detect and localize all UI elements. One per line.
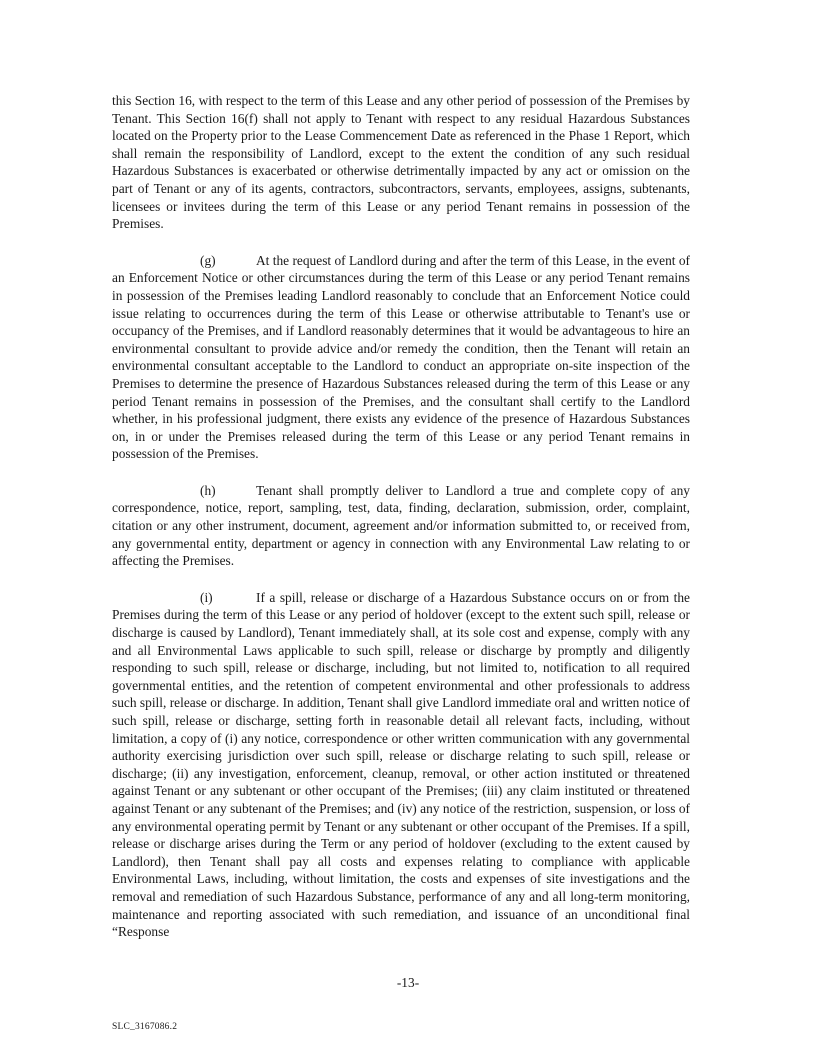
paragraph-text: this Section 16, with respect to the term of this Lease and any other period of possession of the Premises by Tenant. This Section 16(f) shall not apply to Tenant with respect to any residual Hazardous Substances located on the Property prior to the Lease Commencement Date as referenced in the Phase 1 Report, which shall remain the responsibility of Landlord, except to the extent the condition of any such residual Hazardous Substances is exacerbated or otherwise detrimentally impacted by any act or omission on the part of Tenant or any of its agents, contractors, subcontractors, servants, employees, assigns, subtenants, licensees or invitees during the term of this Lease or any period Tenant remains in possession of the Premises. [112, 93, 690, 232]
document-body [112, 92, 690, 960]
paragraph-text: If a spill, release or discharge of a Hazardous Substance occurs on or from the Premises during the term of this Lease or any period of holdover (except to the extent such spill, release or discharge is caused by Landlord), Tenant immediately shall, at its sole cost and expense, comply with any and all Environmental Laws applicable to such spill, release or discharge by promptly and diligently responding to such spill, release or discharge, including, but not limited to, notification to all required governmental entities, and the retention of competent environmental and other professionals to address such spill, release or discharge. In addition, Tenant shall give Landlord immediate oral and written notice of such spill, release or discharge, setting forth in reasonable detail all relevant facts, including, without limitation, a copy of (i) any notice, correspondence or other written communication with any governmental authority exercising jurisdiction over such spill, release or discharge relating to such spill, release or discharge; (ii) any investigation, enforcement, cleanup, removal, or other action instituted or threatened against Tenant or any subtenant or other occupant of the Premises; (iii) any claim instituted or threatened against Tenant or any subtenant of the Premises; and (iv) any notice of the restriction, suspension, or loss of any environmental operating permit by Tenant or any subtenant or other occupant of the Premises. If a spill, release or discharge arises during the Term or any period of holdover (excluding to the extent caused by Landlord), then Tenant shall pay all costs and expenses relating to compliance with applicable Environmental Laws, including, without limitation, the costs and expenses of site investigations and the removal and remediation of such Hazardous Substance, performance of any and all long-term monitoring, maintenance and reporting associated with such remediation, and issuance of an unconditional final “Response [112, 589, 690, 940]
paragraph-text: Tenant shall promptly deliver to Landlord a true and complete copy of any correspondence, notice, report, sampling, test, data, finding, declaration, submission, order, complaint, citation or any other instrument, document, agreement and/or information submitted to, or received from, any governmental entity, department or agency in connection with any Environmental Law relating to or affecting the Premises. [112, 482, 690, 569]
paragraph-label: (h) [200, 482, 216, 498]
paragraph-i [112, 589, 690, 941]
paragraph-label: (i) [200, 589, 213, 605]
paragraph-h [112, 482, 690, 570]
paragraph-g [112, 252, 690, 463]
paragraph-text: At the request of Landlord during and after the term of this Lease, in the event of an Enforcement Notice or other circumstances during the term of this Lease or any period Tenant remains in possession of the Premises leading Landlord reasonably to conclude that an Enforcement Notice could issue relating to occurrences during the term of this Lease or otherwise attributable to Tenant's use or occupancy of the Premises, and if Landlord reasonably determines that it would be advantageous to hire an environmental consultant to provide advice and/or remedy the condition, then the Tenant will retain an environmental consultant acceptable to the Landlord to conduct an appropriate on-site inspection of the Premises to determine the presence of Hazardous Substances released during the term of this Lease or any period Tenant remains in possession of the Premises, and the consultant shall certify to the Landlord whether, in his professional judgment, there exists any evidence of the presence of Hazardous Substances on, in or under the Premises released during the term of this Lease or any period Tenant remains in possession of the Premises. [112, 252, 690, 462]
document-id: SLC_3167086.2 [112, 1022, 178, 1032]
page-number: -13- [396, 975, 420, 990]
paragraph-continuation [112, 92, 690, 233]
paragraph-label: (g) [200, 252, 216, 268]
